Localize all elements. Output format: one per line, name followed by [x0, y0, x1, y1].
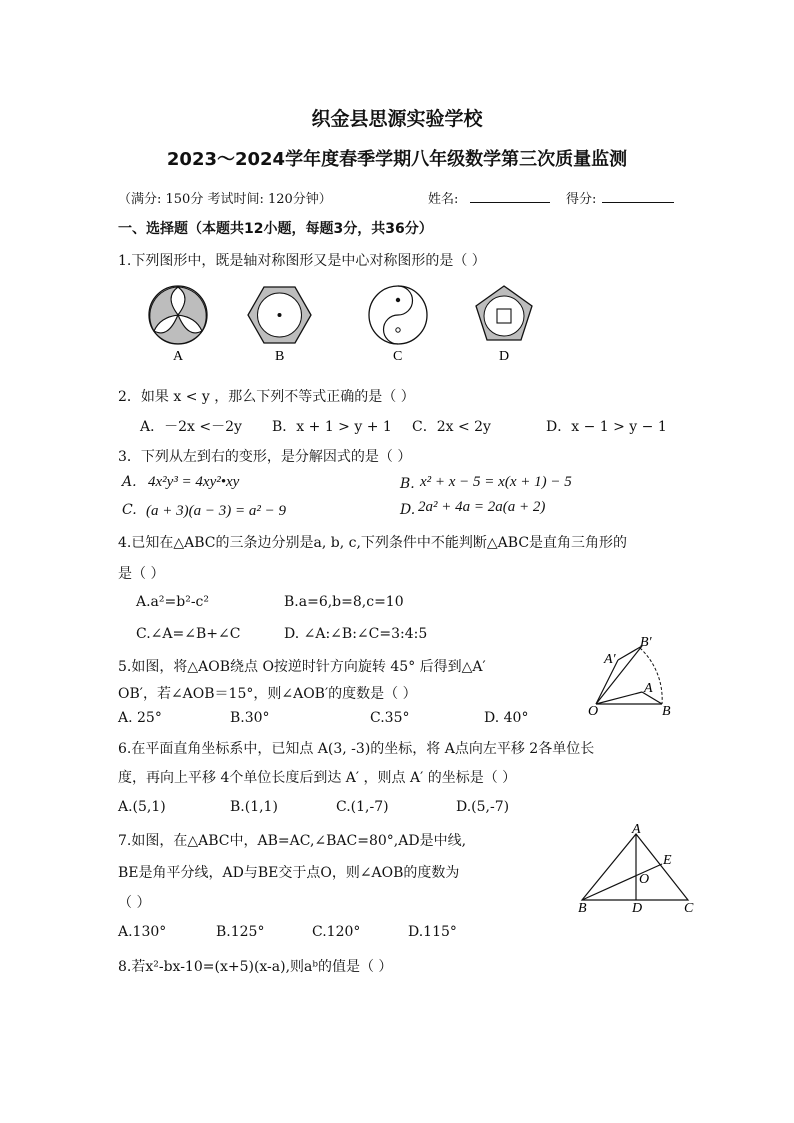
- q7-label-a: A: [632, 822, 641, 837]
- q3-option-a-letter: A.: [122, 474, 137, 490]
- q7-option-b: B.125°: [216, 924, 265, 940]
- q3-option-a: 4x²y³ = 4xy²•xy: [148, 474, 240, 490]
- q5-label-b-prime: B′: [640, 636, 652, 650]
- q5-label-b: B: [662, 704, 671, 718]
- q6-line1: 6.在平面直角坐标系中，已知点 A(3, -3)的坐标，将 A点向左平移 2各单位长: [118, 741, 595, 757]
- q7-label-e: E: [663, 853, 672, 868]
- q6-option-a: A.(5,1): [118, 799, 166, 815]
- q7-line2: BE是角平分线，AD与BE交于点O，则∠AOB的度数为: [118, 865, 460, 881]
- q2-stem: 2．如果 x < y ，那么下列不等式正确的是（ ）: [118, 389, 415, 405]
- q6-option-b: B.(1,1): [230, 799, 278, 815]
- q7-label-d: D: [632, 901, 643, 916]
- q3-option-b-letter: B.: [400, 476, 415, 492]
- exam-info: （满分: 150分 考试时间: 120分钟）: [118, 192, 332, 207]
- figure-a-label: A: [173, 349, 184, 364]
- q4-option-b: B.a=6,b=8,c=10: [284, 594, 404, 610]
- q2-option-b: B．x + 1 > y + 1: [272, 419, 392, 435]
- q8-stem: 8.若x²-bx-10=(x+5)(x-a),则aᵇ的值是（ ）: [118, 959, 393, 975]
- q5-label-a-prime: A′: [604, 652, 616, 667]
- q7-option-a: A.130°: [118, 924, 167, 940]
- q1-figures: [140, 283, 540, 365]
- exam-title: 2023～2024学年度春季学期八年级数学第三次质量监测: [166, 149, 628, 170]
- figure-d: [476, 286, 532, 364]
- q4-stem-line1: 4.已知在△ABC的三条边分别是a, b, c,下列条件中不能判断△ABC是直角三角形的: [118, 535, 628, 551]
- q3-stem: 3．下列从左到右的变形，是分解因式的是（ ）: [118, 449, 412, 465]
- name-label: 姓名:: [428, 192, 459, 207]
- q2-option-c: C．2x < 2y: [412, 419, 491, 435]
- figure-c: [369, 286, 427, 364]
- q5-line1: 5.如图，将△AOB绕点 O按逆时针方向旋转 45° 后得到△A′: [118, 659, 486, 675]
- q3-option-d: 2a² + 4a = 2a(a + 2): [418, 499, 546, 515]
- figure-c-label: C: [393, 349, 403, 364]
- q5-option-a: A. 25°: [118, 710, 162, 726]
- q7-figure: [572, 822, 696, 916]
- name-blank[interactable]: [470, 188, 550, 203]
- q5-label-o: O: [588, 704, 599, 718]
- q4-option-a: A.a²=b²-c²: [136, 594, 210, 610]
- q3-option-d-letter: D.: [400, 502, 416, 518]
- q7-label-b: B: [578, 901, 587, 916]
- figure-a: [149, 286, 207, 364]
- q7-option-c: C.120°: [312, 924, 361, 940]
- q6-option-c: C.(1,-7): [336, 799, 389, 815]
- score-blank[interactable]: [602, 188, 674, 203]
- q5-label-a: A: [644, 681, 653, 696]
- q6-line2: 度，再向上平移 4个单位长度后到达 A′ ，则点 A′ 的坐标是（ ）: [118, 770, 517, 786]
- figure-d-label: D: [499, 349, 510, 364]
- q5-figure: [584, 636, 680, 718]
- q3-option-c-letter: C.: [122, 502, 137, 518]
- score-label: 得分:: [566, 192, 597, 207]
- q5-option-c: C.35°: [370, 710, 410, 726]
- q5-option-d: D. 40°: [484, 710, 529, 726]
- q7-line3: （ ）: [118, 895, 151, 911]
- figure-b: [248, 287, 311, 364]
- q7-label-c: C: [684, 901, 694, 916]
- q1-stem: 1.下列图形中，既是轴对称图形又是中心对称图形的是（ ）: [118, 253, 486, 269]
- q5-line2: OB′，若∠AOB＝15°，则∠AOB′的度数是（ ）: [118, 686, 417, 702]
- q2-option-a: A．－2x <－2y: [140, 419, 242, 435]
- q7-label-o: O: [639, 872, 650, 887]
- q6-option-d: D.(5,-7): [456, 799, 510, 815]
- q3-option-c: (a + 3)(a − 3) = a² − 9: [146, 503, 286, 519]
- school-name: 织金县思源实验学校: [311, 108, 483, 130]
- q4-stem-line2: 是（ ）: [118, 566, 165, 582]
- q5-option-b: B.30°: [230, 710, 270, 726]
- section-heading: 一、选择题（本题共12小题，每题3分，共36分）: [118, 221, 433, 237]
- q4-option-c: C.∠A=∠B+∠C: [136, 626, 241, 642]
- q7-option-d: D.115°: [408, 924, 457, 940]
- q4-option-d: D. ∠A:∠B:∠C=3:4:5: [284, 626, 428, 642]
- q3-option-b: x² + x − 5 = x(x + 1) − 5: [420, 474, 572, 490]
- q7-line1: 7.如图，在△ABC中，AB=AC,∠BAC=80°,AD是中线,: [118, 833, 467, 849]
- figure-b-label: B: [275, 349, 285, 364]
- q2-option-d: D．x − 1 > y − 1: [546, 419, 667, 435]
